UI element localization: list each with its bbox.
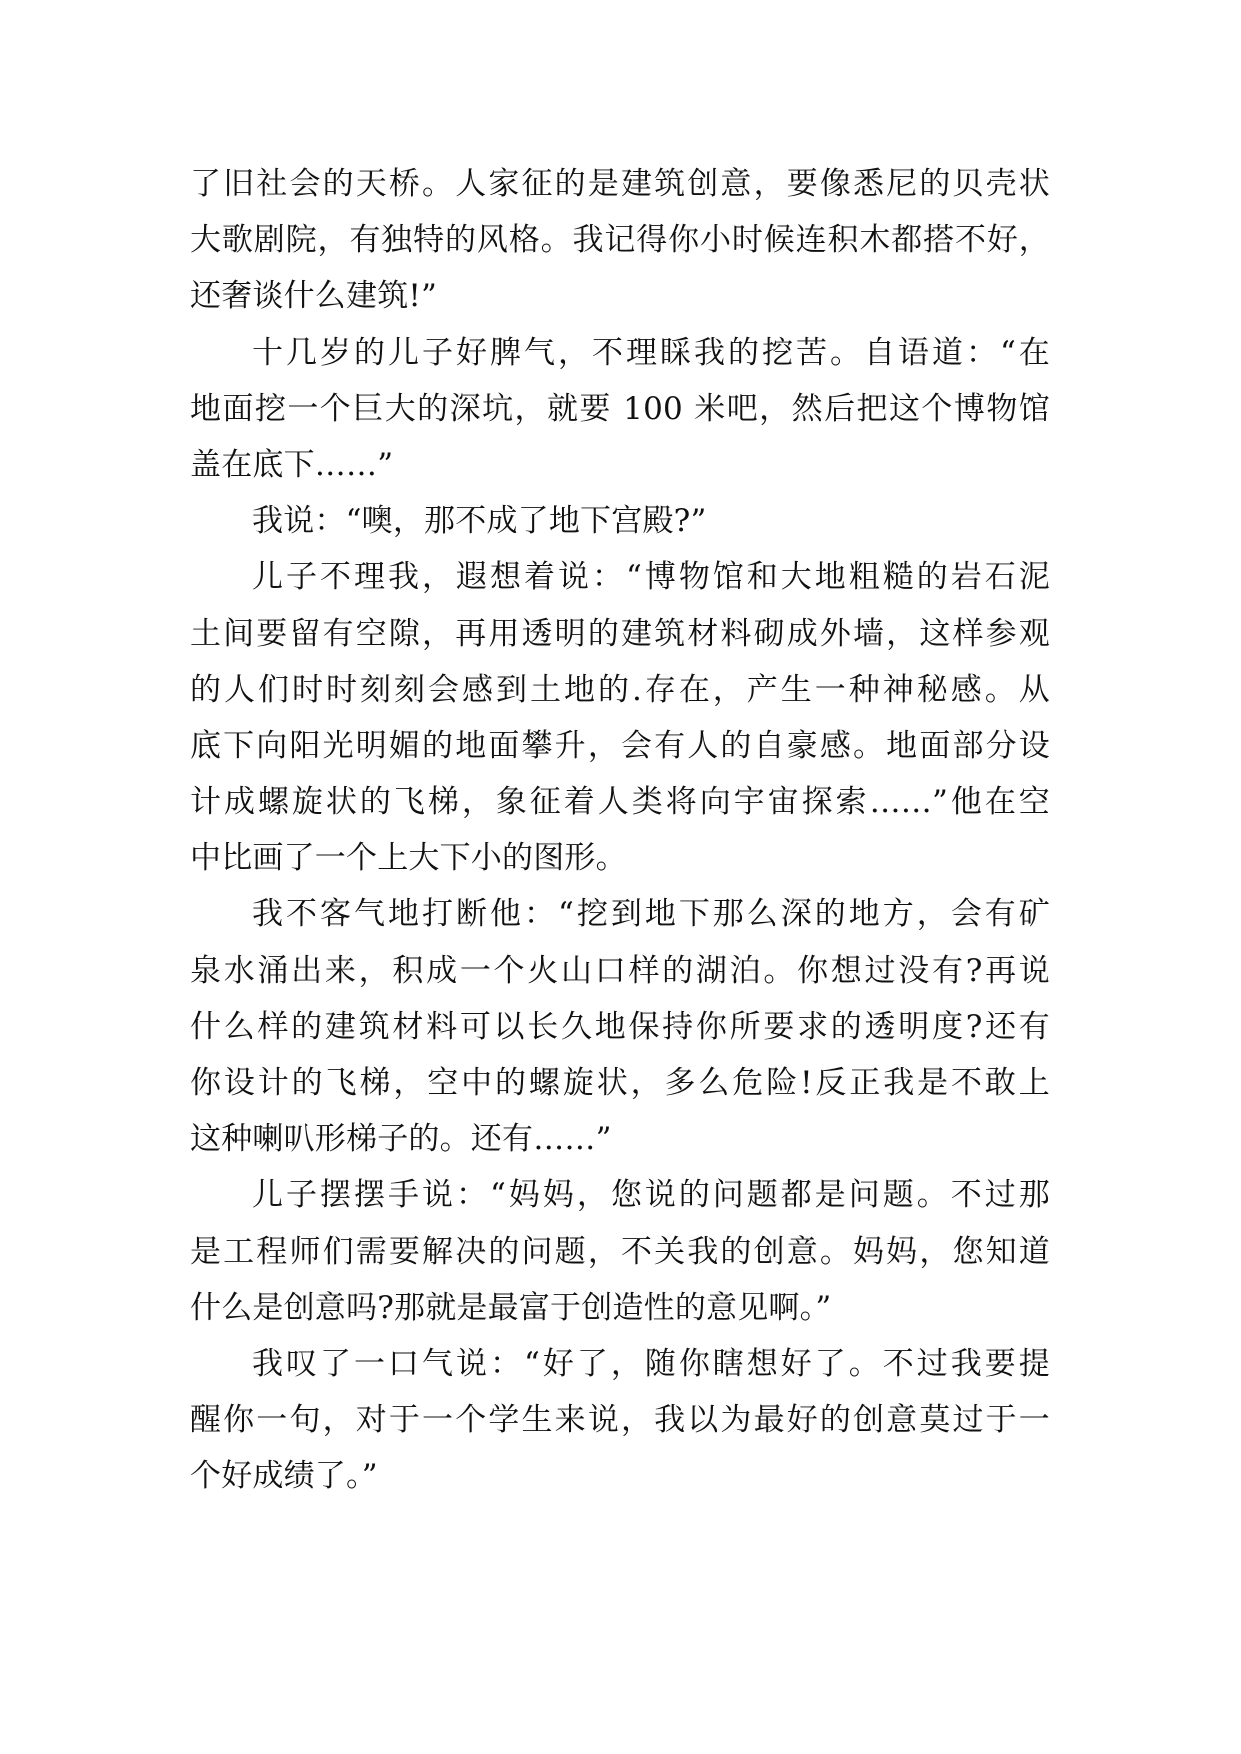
text-line: 是工程师们需要解决的问题，不关我的创意。妈妈，您知道 — [190, 1233, 1050, 1270]
text-line: 计成螺旋状的飞梯，象征着人类将向宇宙探索……”他在空 — [190, 784, 1050, 821]
text-line: 你设计的飞梯，空中的螺旋状，多么危险!反正我是不敢上 — [190, 1065, 1050, 1101]
text-line: 儿子摆摆手说：“妈妈，您说的问题都是问题。不过那 — [252, 1177, 1050, 1214]
text-line: 醒你一句，对于一个学生来说，我以为最好的创意莫过于一 — [190, 1402, 1050, 1439]
paragraph — [190, 325, 1050, 494]
paragraph — [190, 1167, 1050, 1336]
text-line: 十几岁的儿子好脾气，不理睬我的挖苦。自语道：“在 — [252, 334, 1050, 371]
text-line: 土间要留有空隙，再用透明的建筑材料砌成外墙，这样参观 — [190, 615, 1050, 652]
text-line: 个好成绩了。” — [190, 1458, 378, 1495]
paragraph — [190, 156, 1050, 325]
text-line: 中比画了一个上大下小的图形。 — [190, 840, 627, 877]
text-line: 我不客气地打断他：“挖到地下那么深的地方，会有矿 — [252, 896, 1050, 933]
text-line: 这种喇叭形梯子的。还有……” — [190, 1121, 612, 1158]
text-line: 什么样的建筑材料可以长久地保持你所要求的透明度?还有 — [190, 1008, 1050, 1045]
text-line: 大歌剧院，有独特的风格。我记得你小时候连积木都搭不好， — [190, 222, 1050, 259]
text-line: 我叹了一口气说：“好了，随你瞎想好了。不过我要提 — [252, 1345, 1050, 1382]
text-line: 的人们时时刻刻会感到土地的.存在，产生一种神秘感。从 — [190, 671, 1050, 708]
text-line: 儿子不理我，遐想着说：“博物馆和大地粗糙的岩石泥 — [252, 559, 1050, 596]
text-line: 盖在底下……” — [190, 446, 394, 483]
text-line: 底下向阳光明媚的地面攀升，会有人的自豪感。地面部分设 — [190, 727, 1050, 764]
paragraph — [190, 886, 1050, 1167]
text-line: 还奢谈什么建筑!” — [190, 278, 438, 315]
text-line: 什么是创意吗?那就是最富于创造性的意见啊。” — [190, 1289, 832, 1326]
text-line: 我说：“噢，那不成了地下宫殿?” — [252, 503, 707, 540]
paragraph — [190, 549, 1050, 886]
text-line: 地面挖一个巨大的深坑，就要 100 米吧，然后把这个博物馆 — [190, 390, 1050, 427]
text-line: 了旧社会的天桥。人家征的是建筑创意，要像悉尼的贝壳状 — [190, 166, 1050, 202]
paragraph — [190, 493, 1050, 549]
body-text — [190, 156, 1050, 1505]
paragraph — [190, 1336, 1050, 1505]
text-line: 泉水涌出来，积成一个火山口样的湖泊。你想过没有?再说 — [190, 952, 1050, 989]
